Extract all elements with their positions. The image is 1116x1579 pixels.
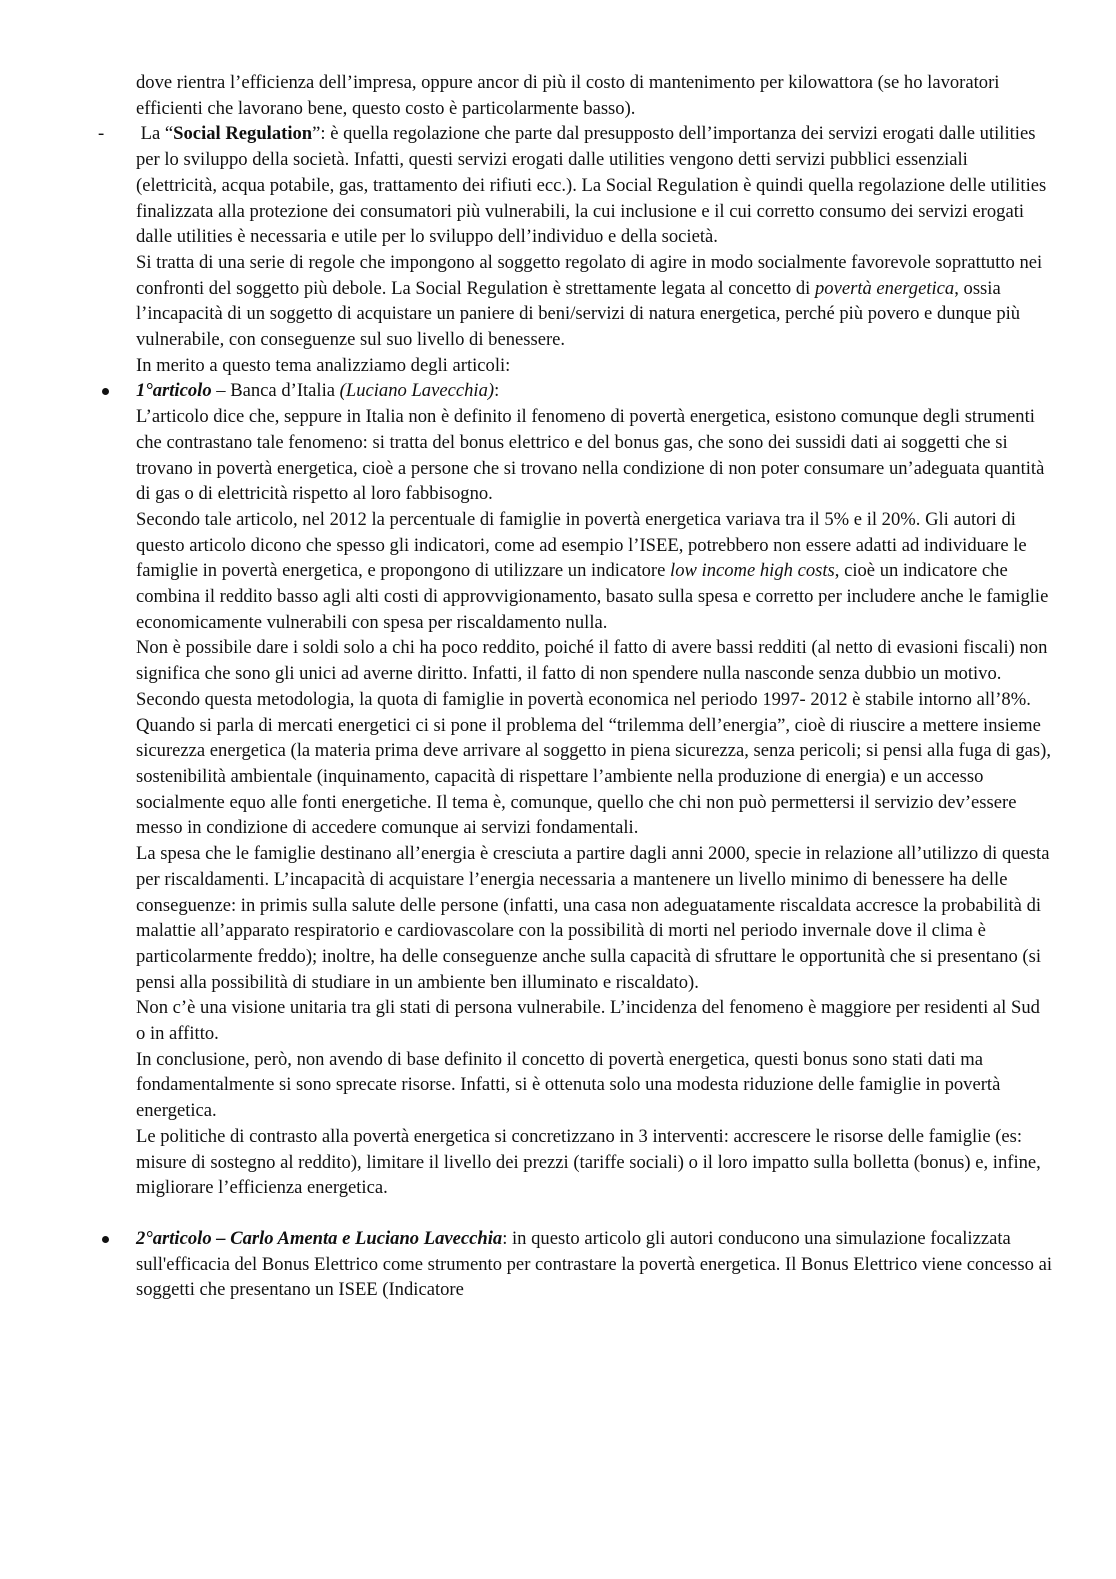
- social-p2-post: , ossia l’incapacità di un soggetto di acquistare un paniere di beni/servizi di natura energetica, perché più povero e dunque più vulnerabile, con conseguenze sul suo livello di benessere.: [136, 277, 1021, 351]
- article-1-item: [136, 378, 1052, 1201]
- article-1-heading: [136, 378, 1052, 404]
- social-regulation-pre: La “: [140, 123, 174, 145]
- intro-paragraph: dove rientra l’efficienza dell’impresa, oppure ancor di più il costo di mantenimento per kilowattora (se ho lavoratori efficienti che lavorano bene, questo costo è particolarmente basso).: [136, 72, 1000, 119]
- article-1-paragraph-5: Non c’è una visione unitaria tra gli stati di persona vulnerabile. L’incidenza del fenomeno è maggiore per residenti al Sud o in affitto.: [136, 997, 1040, 1045]
- article-1-paragraph-3: Non è possibile dare i soldi solo a chi ha poco reddito, poiché il fatto di avere bassi redditi (al netto di evasioni fiscali) non significa che sono gli unici ad averne diritto. Infatti, il fatto di non spendere nulla nasconde senza dubbio un motivo. Secondo questa metodologia, la quota di famiglie in povertà economica nel periodo 1997- 2012 è stabile intorno all’8%. Quando si parla di mercati energetici ci si pone il problema del “trilemma dell’energia”, cioè di riuscire a mettere insieme sicurezza energetica (la materia prima deve arrivare al soggetto in piena sicurezza, senza pericoli; si pensi alla fuga di gas), sostenibilità ambientale (inquinamento, capacità di rispettare l’ambiente nella produzione di energia) e un accesso socialmente equo alle fonti energetiche. Il tema è, comunque, quello che chi non può permettersi il servizio dev’essere messo in condizione di accedere comunque ai servizi fondamentali.: [136, 637, 1051, 839]
- article-1-paragraph-1: L’articolo dice che, seppure in Italia non è definito il fenomeno di povertà energetica, esistono comunque degli strumenti che contrastano tale fenomeno: si tratta del bonus elettrico e del bonus gas, che sono dei sussidi dati ai soggetti che si trovano in povertà energetica, cioè a persone che si trovano nella condizione di non poter consumare un’adeguata quantità di gas o di elettricità rispetto al loro fabbisogno.: [136, 406, 1045, 505]
- article-1-paragraph-4: La spesa che le famiglie destinano all’energia è cresciuta a partire dagli anni 2000, specie in relazione all’utilizzo di questa per riscaldamenti. L’incapacità di acquistare l’energia necessaria a mantenere un livello minimo di benessere ha delle conseguenze: in primis sulla salute delle persone (infatti, una casa non adeguatamente riscaldata accresce la probabilità di malattie all’apparato respiratorio e cardiovascolare con la possibilità di morti nel periodo invernale dove il clima è particolarmente freddo); inoltre, ha delle conseguenze anche sulla capacità di sfruttare le opportunità che si presentano (si pensi alla possibilità di studiare in un ambiente ben illuminato e riscaldato).: [136, 843, 1050, 993]
- social-regulation-paragraph: [136, 121, 1052, 250]
- social-regulation-paragraph-3: In merito a questo tema analizziamo degli articoli:: [136, 354, 511, 376]
- dash-marker: -: [98, 123, 105, 145]
- article-1-title: 1°articolo: [136, 380, 212, 402]
- article-1-source: – Banca d’Italia: [211, 380, 340, 402]
- article-1-author: (Luciano Lavecchia): [339, 380, 495, 402]
- article-2-text: : in questo articolo gli autori conducono una simulazione focalizzata sull'efficacia del Bonus Elettrico come strumento per contrastare la povertà energetica. Il Bonus Elettrico viene concesso ai soggetti che presentano un ISEE (Indicatore: [136, 1227, 1052, 1301]
- article-1-p2-pre: Secondo tale articolo, nel 2012 la percentuale di famiglie in povertà energetica variava tra il 5% e il 20%. Gli autori di questo articolo dicono che spesso gli indicatori, come ad esempio l’ISEE, potrebbero non essere adatti ad individuare le famiglie in povertà energetica, e propongono di utilizzare un indicatore: [136, 508, 1027, 582]
- article-1-p2-post: , cioè un indicatore che combina il reddito basso agli alti costi di approvvigionamento, basato sulla spesa e corretto per includere anche le famiglie economicamente vulnerabili con spesa per riscaldamento nulla.: [136, 560, 1049, 633]
- article-2-title: 2°articolo – Carlo Amenta e Luciano Lavecchia: [136, 1227, 503, 1249]
- article-1-colon: :: [494, 380, 500, 402]
- paragraph-gap: [136, 1201, 1052, 1226]
- article-1-paragraph-6: In conclusione, però, non avendo di base definito il concetto di povertà energetica, questi bonus sono stati dati ma fondamentalmente si sono sprecate risorse. Infatti, si è ottenuta solo una modesta riduzione delle famiglie in povertà energetica.: [136, 1048, 1001, 1122]
- article-1-paragraph-2: [136, 507, 1052, 636]
- document-body: [98, 70, 1052, 1303]
- social-regulation-definition: ”: è quella regolazione che parte dal presupposto dell’importanza dei servizi erogati dalle utilities per lo sviluppo della società. Infatti, questi servizi erogati dalle utilities vengono detti servizi pubblici essenziali (elettricità, acqua potabile, gas, trattamento dei rifiuti ecc.). La Social Regulation è quindi quella regolazione delle utilities finalizzata alla protezione dei consumatori più vulnerabili, la cui inclusione e il cui corretto consumo dei servizi erogati dalle utilities è necessaria e utile per lo sviluppo dell’individuo e della società.: [136, 123, 1047, 248]
- social-p2-term: povertà energetica: [814, 277, 955, 299]
- article-2-paragraph: [136, 1226, 1052, 1303]
- article-2-item: [136, 1226, 1052, 1303]
- article-1-p2-term: low income high costs: [670, 560, 835, 582]
- social-p2-pre: Si tratta di una serie di regole che impongono al soggetto regolato di agire in modo socialmente favorevole soprattutto nei confronti del soggetto più debole. La Social Regulation è strettamente legata al concetto di: [136, 251, 1043, 299]
- social-regulation-term: Social Regulation: [173, 123, 313, 145]
- article-1-paragraph-7: Le politiche di contrasto alla povertà energetica si concretizzano in 3 interventi: accrescere le risorse delle famiglie (es: misure di sostegno al reddito), limitare il livello dei prezzi (tariffe sociali) o il loro impatto sulla bolletta (bonus) e, infine, migliorare l’efficienza energetica.: [136, 1125, 1041, 1199]
- social-regulation-item: [98, 121, 1052, 378]
- social-regulation-paragraph-2: [136, 250, 1052, 353]
